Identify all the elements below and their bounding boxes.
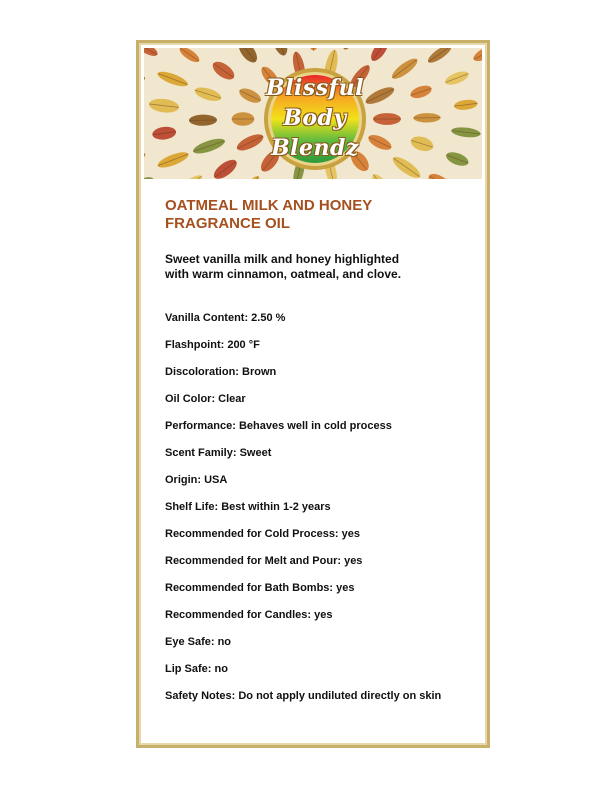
leaf-icon [307,48,320,51]
leaf-icon [144,48,160,59]
product-description: Sweet vanilla milk and honey highlighted with warm cinnamon, oatmeal, and clove. [165,252,402,281]
leaf-icon [409,134,435,154]
leaf-icon [368,48,391,64]
leaf-icon [453,98,478,111]
brand-logo [263,67,367,171]
leaf-icon [239,174,262,179]
leaf-icon [451,126,481,139]
spec-item: Flashpoint: 200 °F [165,339,260,351]
logo-line-2: Body [283,105,347,131]
leaf-icon [144,174,157,179]
leaf-icon [235,131,266,154]
leaf-icon [413,113,440,123]
leaf-banner [144,48,482,179]
leaf-icon [148,97,179,114]
spec-item: Recommended for Cold Process: yes [165,528,361,540]
leaf-icon [144,66,146,83]
leaf-icon [390,153,423,179]
leaf-icon [444,150,470,169]
spec-item: Recommended for Melt and Pour: yes [165,555,363,567]
leaf-icon [369,171,395,179]
spec-item: Discoloration: Brown [165,366,277,378]
leaf-icon [389,55,420,82]
leaf-icon [144,149,147,168]
leaf-icon [237,85,263,105]
spec-item: Safety Notes: Do not apply undiluted directly on skin [165,690,442,702]
logo-line-3: Blendz [271,135,359,161]
spec-item: Performance: Behaves well in cold process [165,420,392,432]
leaf-icon [189,114,217,126]
leaf-icon [156,149,190,170]
leaf-icon [425,170,455,179]
leaf-icon [235,48,260,66]
leaf-icon [267,48,291,58]
spec-list [165,312,475,717]
leaf-icon [471,48,482,64]
leaf-icon [191,136,226,157]
leaf-icon [340,48,357,51]
product-details [165,197,475,717]
logo-line-1: Blissful [266,75,364,101]
leaf-icon [176,172,204,179]
spec-item: Origin: USA [165,474,228,486]
leaf-icon [211,156,240,179]
spec-item: Eye Safe: no [165,636,232,648]
leaf-icon [198,48,229,50]
leaf-icon [443,69,470,88]
leaf-icon [426,48,454,66]
leaf-icon [373,113,401,125]
spec-item: Shelf Life: Best within 1-2 years [165,501,331,513]
leaf-icon [156,69,189,89]
product-card [136,40,490,748]
leaf-icon [177,48,201,65]
leaf-icon [366,132,393,153]
spec-item: Vanilla Content: 2.50 % [165,312,286,324]
leaf-icon [152,125,177,140]
spec-item: Recommended for Bath Bombs: yes [165,582,355,594]
leaf-icon [210,58,238,83]
leaf-icon [193,85,222,104]
spec-item: Oil Color: Clear [165,393,246,405]
spec-item: Scent Family: Sweet [165,447,272,459]
spec-item: Lip Safe: no [165,663,228,675]
spec-item: Recommended for Candles: yes [165,609,333,621]
leaf-icon [409,83,433,100]
product-title: OATMEAL MILK AND HONEY FRAGRANCE OIL [165,197,372,232]
leaf-icon [232,112,255,126]
leaf-icon [364,84,397,107]
leaf-icon [467,176,482,179]
